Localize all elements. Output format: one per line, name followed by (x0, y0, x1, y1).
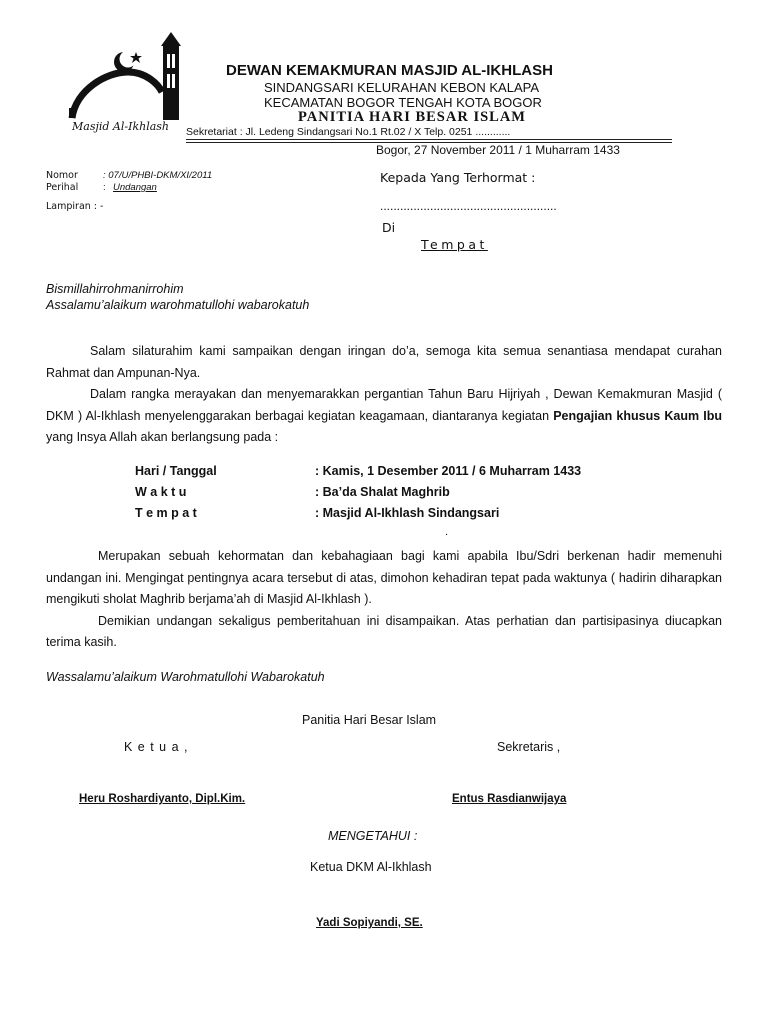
paragraph-3: Merupakan sebuah kehormatan dan kebahagiaan bagi kami apabila Ibu/Sdri berkenan hadir memenuhi undangan ini. Mengingat pentingnya acara tersebut di atas, dimohon kehadiran tepat pada waktunya ( hadirin diharapkan mengikuti sholat Maghrib berjama’ah di Masjid Al-Ikhlash ). (46, 549, 722, 606)
event-label-time: W a k t u (135, 485, 187, 499)
paragraph-1: Salam silaturahim kami sampaikan dengan iringan do’a, semoga kita semua senantiasa mendapat curahan Rahmat dan Ampunan-Nya. (46, 344, 722, 380)
recipient-di: Di (382, 220, 396, 235)
body-closing (46, 546, 722, 654)
chair-title: K e t u a , (124, 740, 189, 754)
logo-caption: Masjid Al-Ikhlash (72, 120, 170, 133)
recipient-greeting: Kepada Yang Terhormat : (380, 170, 536, 185)
secretariat-address: Sekretariat : Jl. Ledeng Sindangsari No.1 Rt.02 / X Telp. 0251 ............ (186, 126, 511, 138)
secretary-title: Sekretaris , (497, 740, 561, 754)
event-label-date: Hari / Tanggal (135, 464, 217, 478)
header-line-1: SINDANGSARI KELURAHAN KEBON KALAPA (264, 80, 540, 95)
recipient-tempat: Tempat (421, 237, 488, 252)
body-intro (46, 341, 722, 449)
opening-salam: Assalamu’alaikum warohmatullohi wabarokatuh (46, 298, 310, 312)
committee-name: PANITIA HARI BESAR ISLAM (298, 109, 526, 125)
signature-committee: Panitia Hari Besar Islam (302, 713, 437, 727)
paragraph-2-start: Dalam rangka merayakan dan menyemarakkan pergantian Tahun Baru Hijriyah , Dewan Kemakmuran Masjid ( DKM ) Al-Ikhlash menyelenggarakan berbagai kegiatan keagamaan, diantaranya kegiatan (46, 387, 722, 423)
event-value-date: : Kamis, 1 Desember 2011 / 6 Muharram 1433 (315, 464, 582, 478)
acknowledge-label: MENGETAHUI : (328, 829, 418, 843)
perihal-label: Perihal (46, 182, 79, 193)
basmalah: Bismillahirrohmanirrohim (46, 282, 184, 296)
event-value-place: : Masjid Al-Ikhlash Sindangsari (315, 506, 500, 520)
paragraph-2 (46, 384, 722, 449)
header-divider (186, 139, 672, 140)
event-label-place: T e m p a t (135, 506, 197, 520)
header-line-2: KECAMATAN BOGOR TENGAH KOTA BOGOR (264, 95, 542, 110)
stray-dot: . (445, 526, 449, 538)
secretary-name: Entus Rasdianwijaya (452, 793, 567, 805)
paragraph-4: Demikian undangan sekaligus pemberitahuan ini disampaikan. Atas perhatian dan partisipasinya diucapkan terima kasih. (46, 613, 722, 649)
event-value-time: : Ba’da Shalat Maghrib (315, 485, 450, 499)
nomor-label: Nomor (46, 170, 78, 181)
nomor-value: : 07/U/PHBI-DKM/XI/2011 (103, 170, 213, 181)
organization-name: DEWAN KEMAKMURAN MASJID AL-IKHLASH (226, 62, 553, 79)
recipient-placeholder: ..................................................... (380, 199, 557, 213)
perihal-colon: : (103, 182, 106, 193)
letter-date: Bogor, 27 November 2011 / 1 Muharram 1433 (376, 143, 620, 157)
dkm-chair-name: Yadi Sopiyandi, SE. (316, 917, 423, 929)
perihal-value: Undangan (113, 182, 157, 193)
chair-name: Heru Roshardiyanto, Dipl.Kim. (79, 793, 246, 805)
dkm-chair-title: Ketua DKM Al-Ikhlash (310, 860, 432, 874)
closing-salam: Wassalamu’alaikum Warohmatullohi Wabarokatuh (46, 670, 325, 684)
lampiran: Lampiran : - (46, 201, 104, 212)
paragraph-2-bold: Pengajian khusus Kaum Ibu (553, 408, 722, 423)
paragraph-2-end: yang Insya Allah akan berlangsung pada : (46, 430, 279, 444)
